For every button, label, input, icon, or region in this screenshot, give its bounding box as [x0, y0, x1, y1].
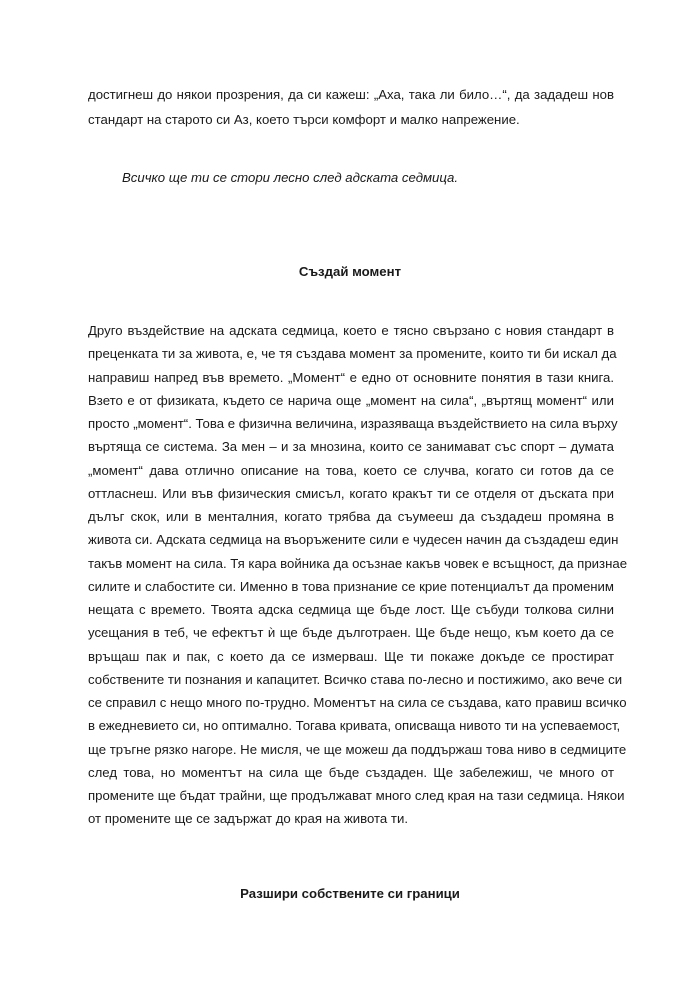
text-line: ще тръгне рязко нагоре. Не мисля, че ще можеш да поддържаш това ниво в седмиците — [88, 741, 627, 757]
italic-quote: Всичко ще ти се стори лесно след адската седмица. — [122, 170, 459, 185]
text-line: усещания в теб, че ефектът ѝ ще бъде дълготраен. Ще бъде нещо, към което да се — [88, 625, 614, 641]
text-line: в ежедневието си, но оптимално. Тогава кривата, описваща нивото ти на успеваемост, — [88, 718, 621, 734]
text-line: силите и слабостите си. Именно в това признание се крие потенциалът да променим — [88, 578, 614, 594]
section-heading-expand-limits: Разшири собствените си граници — [240, 886, 460, 901]
text-line: дълъг скок, или в менталния, когато трябва да съумееш да създадеш промяна в — [88, 509, 614, 524]
text-line: „момент“ дава отлично описание на това, което се случва, когато си готов да се — [88, 462, 614, 478]
text-line: Взето е от физиката, където се нарича още „момент на сила“, „въртящ момент“ или — [88, 392, 614, 408]
text-line: стандарт на старото си Аз, което търси комфорт и малко напрежение. — [88, 112, 520, 127]
body-paragraph — [88, 319, 628, 831]
text-line: собствените ти познания и капацитет. Всичко става по-лесно и постижимо, ако вече си — [88, 671, 623, 687]
text-line: оттласнеш. Или във физическия смисъл, когато кракът ти се отделя от дъската при — [88, 485, 614, 501]
text-line: връщаш пак и пак, с което да се измерваш. Ще ти покаже докъде се простират — [88, 648, 614, 664]
text-line: промените ще бъдат трайни, ще продължават много след края на тази седмица. Някои — [88, 788, 625, 803]
text-line: от промените ще се задържат до края на живота ти. — [88, 811, 408, 827]
text-line: въртяща се система. За мен – и за мнозина, които се занимават със спорт – думата — [88, 439, 614, 455]
intro-paragraph — [88, 82, 614, 132]
text-line: достигнеш до някои прозрения, да си кажеш: „Аха, така ли било…“, да зададеш нов — [88, 87, 614, 102]
text-line: такъв момент на сила. Тя кара войника да осъзнае какъв човек е всъщност, да признае — [88, 555, 628, 571]
text-line: Друго въздействие на адската седмица, което е тясно свързано с новия стандарт в — [88, 323, 614, 338]
text-line: се справил с нещо много по-трудно. Моментът на сила се създава, като правиш всичко — [88, 695, 627, 710]
text-line: просто „момент“. Това е физична величина, изразяваща въздействието на сила върху — [88, 416, 618, 431]
text-line: нещата с времето. Твоята адска седмица ще бъде лост. Ще събуди толкова силни — [88, 602, 614, 617]
text-line: преценката ти за живота, е, че тя създава момент за промените, които ти би искал да — [88, 346, 617, 362]
text-line: живота си. Адската седмица на въоръжените сили е чудесен начин да създадеш един — [88, 532, 619, 548]
text-line: направиш напред във времето. „Момент“ е едно от основните понятия в тази книга. — [88, 369, 614, 385]
text-line: след това, но моментът на сила ще бъде създаден. Ще забележиш, че много от — [88, 764, 614, 780]
section-heading-create-moment: Създай момент — [298, 264, 402, 279]
